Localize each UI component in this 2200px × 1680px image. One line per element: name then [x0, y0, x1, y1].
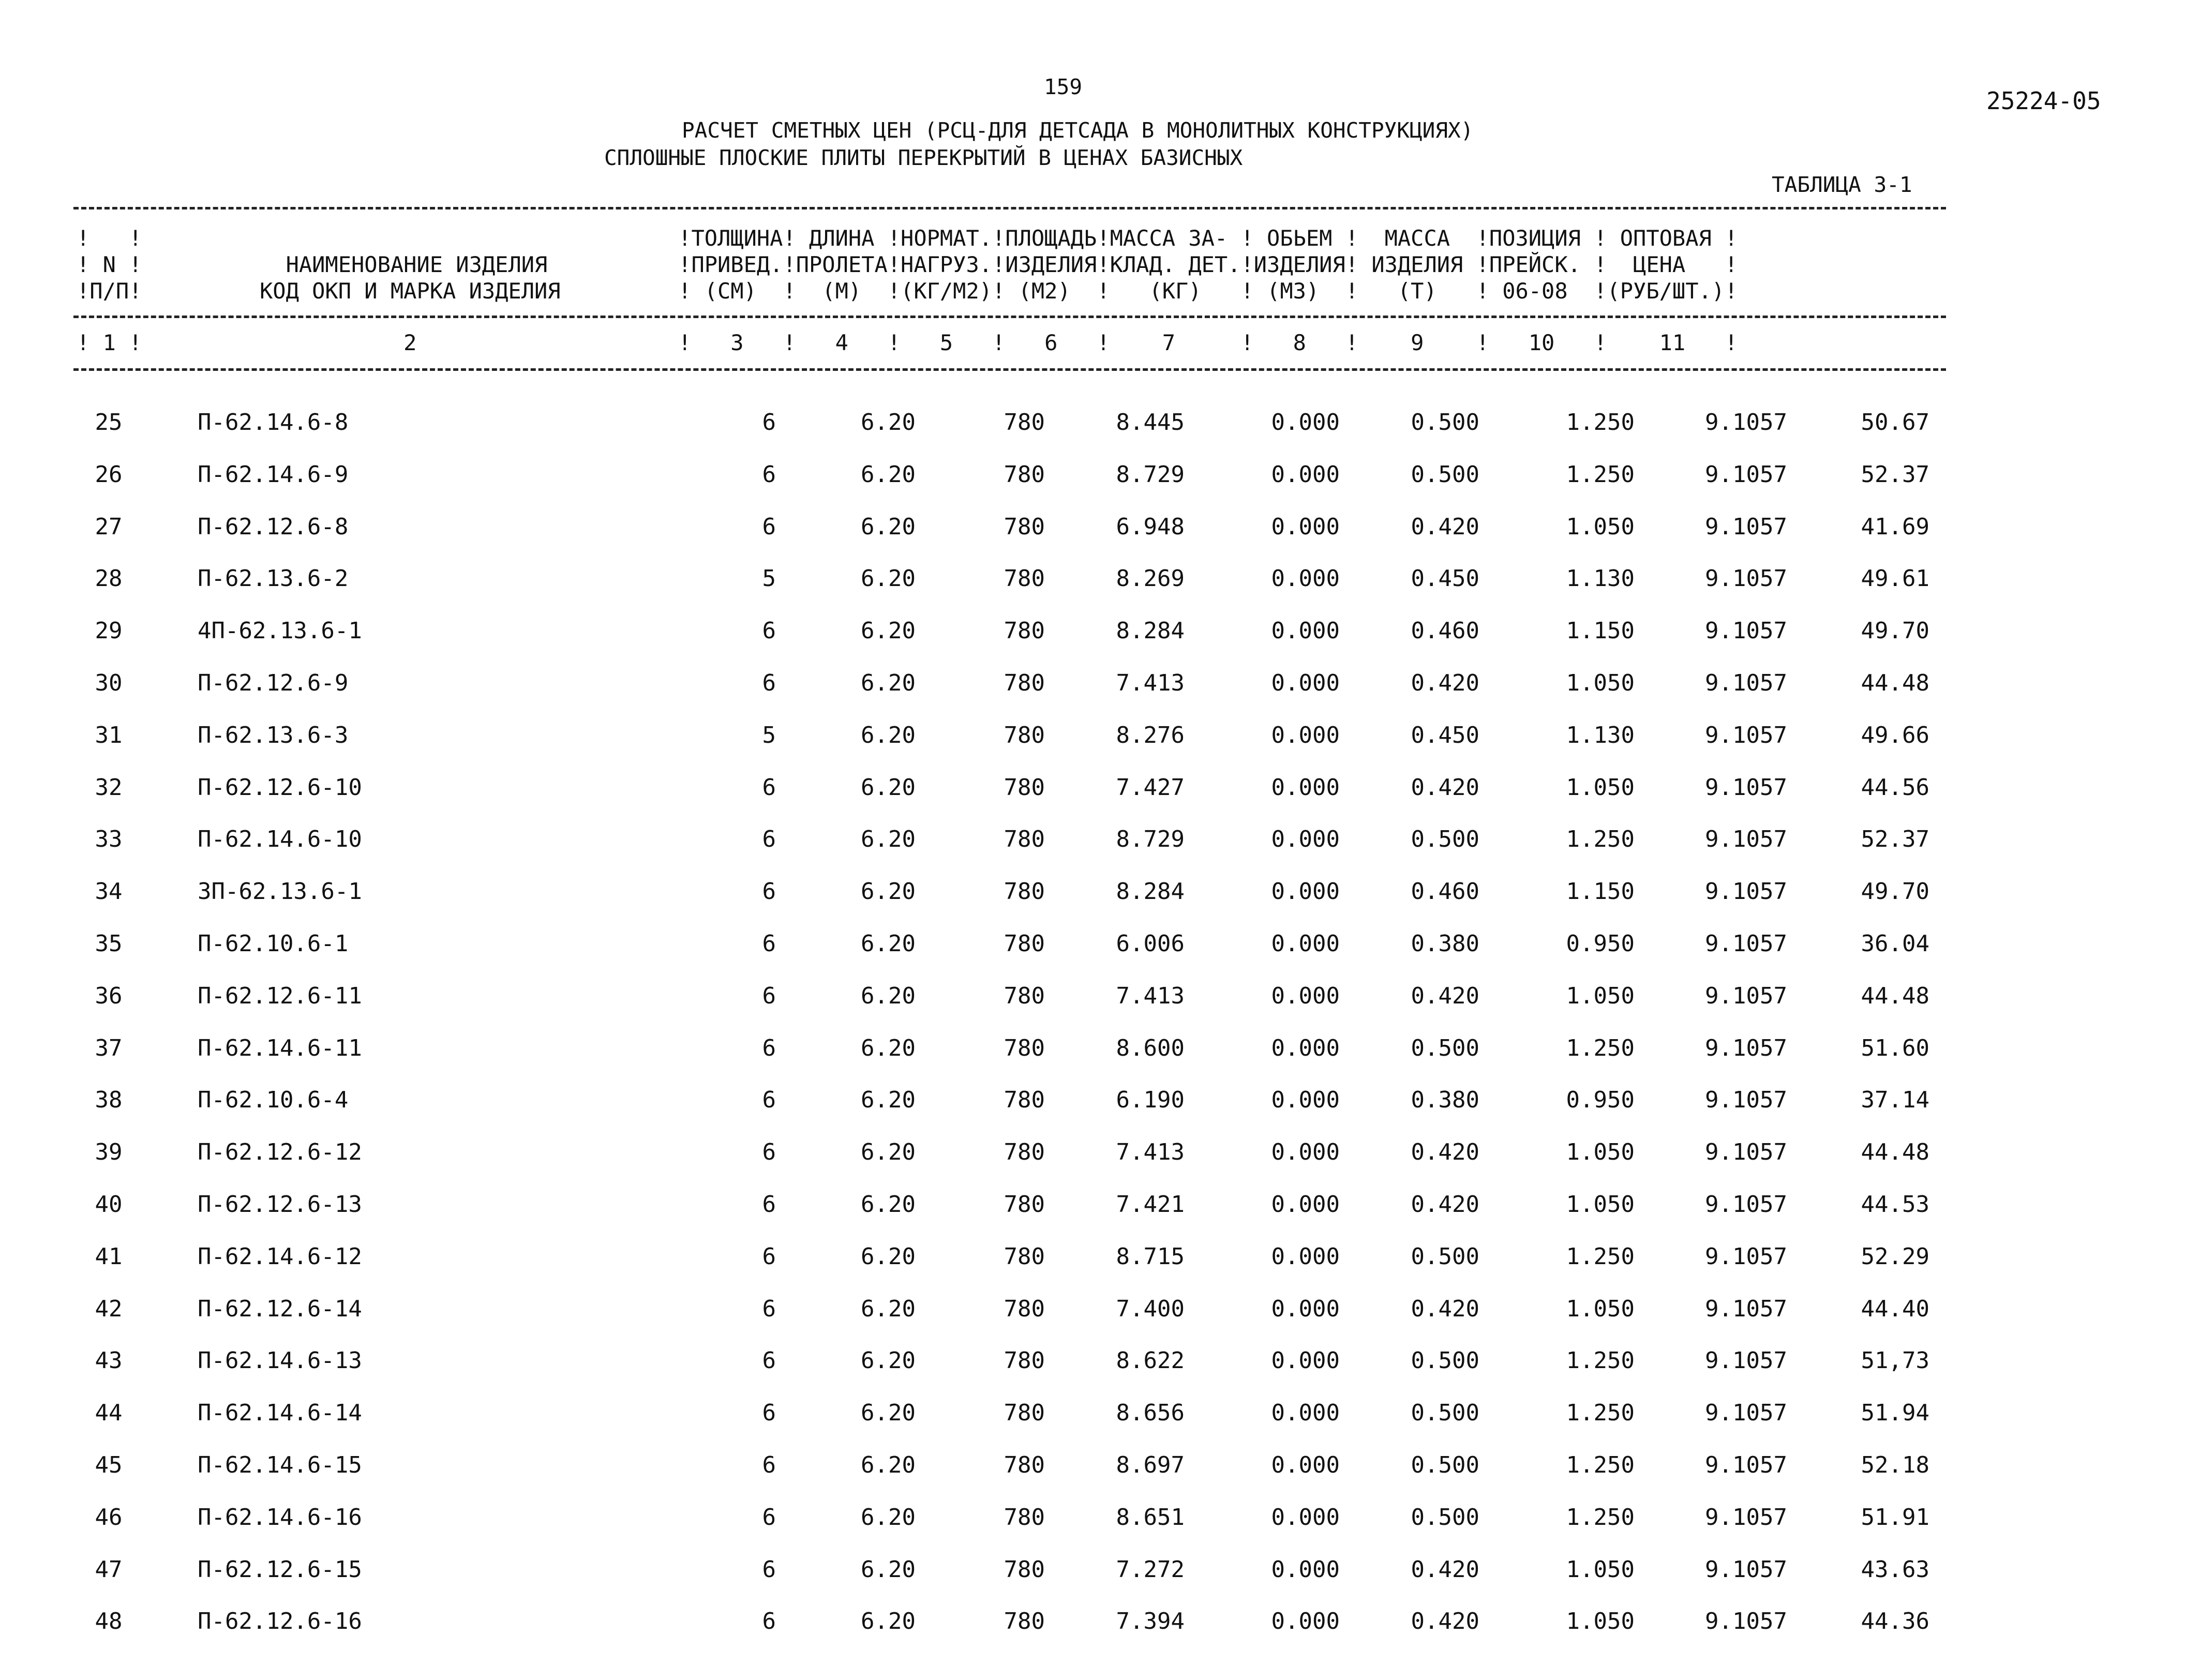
cell-area: 8.276 [1116, 722, 1185, 748]
cell-item-number: 47 [95, 1556, 123, 1583]
cell-thickness: 6 [762, 1087, 776, 1114]
cell-thickness: 6 [762, 1608, 776, 1635]
cell-product-code: П-62.14.6-12 [198, 1243, 362, 1270]
cell-embedded-mass: 0.000 [1271, 774, 1340, 801]
cell-item-number: 48 [95, 1608, 123, 1635]
cell-volume: 0.500 [1411, 826, 1479, 853]
cell-mass: 1.150 [1566, 878, 1635, 905]
cell-embedded-mass: 0.000 [1271, 1452, 1340, 1478]
cell-thickness: 6 [762, 1295, 776, 1322]
cell-mass: 1.250 [1566, 409, 1635, 436]
cell-product-code: П-62.14.6-10 [198, 826, 362, 853]
cell-design-load: 780 [1004, 931, 1045, 957]
cell-span-length: 6.20 [861, 1139, 916, 1166]
column-numbers: ! 1 ! 2 ! 3 ! 4 ! 5 ! 6 ! 7 ! 8 ! 9 ! 10 ! 11 ! [77, 330, 1738, 355]
cell-product-code: П-62.12.6-16 [198, 1608, 362, 1635]
cell-design-load: 780 [1004, 513, 1045, 540]
cell-product-code: П-62.13.6-2 [198, 565, 349, 592]
cell-wholesale-price: 51.60 [1861, 1034, 1929, 1061]
cell-area: 8.600 [1116, 1034, 1185, 1061]
cell-mass: 1.250 [1566, 1243, 1635, 1270]
cell-wholesale-price: 44.56 [1861, 774, 1929, 801]
cell-embedded-mass: 0.000 [1271, 1347, 1340, 1374]
cell-price-position: 9.1057 [1705, 513, 1787, 540]
cell-item-number: 44 [95, 1400, 123, 1427]
cell-area: 7.394 [1116, 1608, 1185, 1635]
cell-mass: 1.050 [1566, 774, 1635, 801]
cell-price-position: 9.1057 [1705, 826, 1787, 853]
cell-volume: 0.420 [1411, 1191, 1479, 1218]
cell-volume: 0.500 [1411, 1400, 1479, 1427]
cell-item-number: 40 [95, 1191, 123, 1218]
cell-product-code: П-62.14.6-11 [198, 1034, 362, 1061]
cell-product-code: П-62.14.6-14 [198, 1400, 362, 1427]
cell-wholesale-price: 49.66 [1861, 722, 1929, 748]
cell-product-code: П-62.12.6-12 [198, 1139, 362, 1166]
cell-design-load: 780 [1004, 878, 1045, 905]
cell-design-load: 780 [1004, 774, 1045, 801]
cell-volume: 0.500 [1411, 1504, 1479, 1531]
cell-price-position: 9.1057 [1705, 1400, 1787, 1427]
cell-thickness: 6 [762, 409, 776, 436]
cell-embedded-mass: 0.000 [1271, 513, 1340, 540]
cell-volume: 0.460 [1411, 878, 1479, 905]
cell-thickness: 6 [762, 1556, 776, 1583]
cell-area: 7.413 [1116, 670, 1185, 696]
cell-area: 6.190 [1116, 1087, 1185, 1114]
cell-item-number: 43 [95, 1347, 123, 1374]
cell-embedded-mass: 0.000 [1271, 1087, 1340, 1114]
cell-embedded-mass: 0.000 [1271, 1295, 1340, 1322]
cell-item-number: 41 [95, 1243, 123, 1270]
cell-mass: 1.130 [1566, 722, 1635, 748]
cell-volume: 0.460 [1411, 618, 1479, 644]
cell-mass: 0.950 [1566, 931, 1635, 957]
cell-thickness: 6 [762, 826, 776, 853]
cell-item-number: 25 [95, 409, 123, 436]
cell-product-code: 4П-62.13.6-1 [198, 618, 362, 644]
cell-span-length: 6.20 [861, 513, 916, 540]
cell-embedded-mass: 0.000 [1271, 1400, 1340, 1427]
cell-mass: 1.050 [1566, 513, 1635, 540]
cell-area: 8.697 [1116, 1452, 1185, 1478]
cell-thickness: 6 [762, 774, 776, 801]
cell-area: 8.284 [1116, 878, 1185, 905]
cell-price-position: 9.1057 [1705, 1504, 1787, 1531]
cell-product-code: П-62.14.6-16 [198, 1504, 362, 1531]
cell-span-length: 6.20 [861, 878, 916, 905]
cell-thickness: 6 [762, 878, 776, 905]
cell-area: 8.269 [1116, 565, 1185, 592]
cell-price-position: 9.1057 [1705, 982, 1787, 1009]
cell-volume: 0.420 [1411, 982, 1479, 1009]
cell-span-length: 6.20 [861, 1504, 916, 1531]
cell-span-length: 6.20 [861, 1087, 916, 1114]
cell-embedded-mass: 0.000 [1271, 409, 1340, 436]
cell-thickness: 6 [762, 670, 776, 696]
cell-wholesale-price: 49.70 [1861, 878, 1929, 905]
cell-area: 8.656 [1116, 1400, 1185, 1427]
cell-area: 8.622 [1116, 1347, 1185, 1374]
cell-item-number: 46 [95, 1504, 123, 1531]
cell-item-number: 38 [95, 1087, 123, 1114]
cell-item-number: 34 [95, 878, 123, 905]
cell-area: 8.284 [1116, 618, 1185, 644]
header-top-rule [73, 207, 1946, 209]
cell-wholesale-price: 43.63 [1861, 1556, 1929, 1583]
cell-span-length: 6.20 [861, 1608, 916, 1635]
cell-price-position: 9.1057 [1705, 1191, 1787, 1218]
cell-span-length: 6.20 [861, 461, 916, 488]
cell-volume: 0.380 [1411, 931, 1479, 957]
cell-item-number: 33 [95, 826, 123, 853]
cell-wholesale-price: 44.36 [1861, 1608, 1929, 1635]
cell-area: 6.006 [1116, 931, 1185, 957]
cell-mass: 1.050 [1566, 1608, 1635, 1635]
cell-volume: 0.420 [1411, 513, 1479, 540]
cell-product-code: П-62.10.6-1 [198, 931, 349, 957]
cell-wholesale-price: 49.61 [1861, 565, 1929, 592]
cell-wholesale-price: 44.48 [1861, 982, 1929, 1009]
cell-span-length: 6.20 [861, 1191, 916, 1218]
cell-product-code: П-62.12.6-11 [198, 982, 362, 1009]
cell-price-position: 9.1057 [1705, 409, 1787, 436]
cell-embedded-mass: 0.000 [1271, 931, 1340, 957]
cell-product-code: П-62.12.6-10 [198, 774, 362, 801]
cell-embedded-mass: 0.000 [1271, 1556, 1340, 1583]
cell-wholesale-price: 44.48 [1861, 670, 1929, 696]
cell-volume: 0.420 [1411, 1556, 1479, 1583]
cell-thickness: 6 [762, 461, 776, 488]
cell-design-load: 780 [1004, 1191, 1045, 1218]
cell-design-load: 780 [1004, 565, 1045, 592]
cell-wholesale-price: 49.70 [1861, 618, 1929, 644]
cell-price-position: 9.1057 [1705, 565, 1787, 592]
cell-thickness: 6 [762, 1191, 776, 1218]
cell-design-load: 780 [1004, 1400, 1045, 1427]
cell-thickness: 6 [762, 1347, 776, 1374]
header-line-2: ! N ! НАИМЕНОВАНИЕ ИЗДЕЛИЯ !ПРИВЕД.!ПРОЛЕТА!НАГРУЗ.!ИЗДЕЛИЯ!КЛАД. ДЕТ.!ИЗДЕЛИЯ! ИЗДЕЛИЯ !ПРЕЙСК. ! ЦЕНА ! [77, 252, 1738, 277]
cell-span-length: 6.20 [861, 565, 916, 592]
cell-embedded-mass: 0.000 [1271, 722, 1340, 748]
cell-wholesale-price: 41.69 [1861, 513, 1929, 540]
cell-product-code: П-62.12.6-9 [198, 670, 349, 696]
cell-volume: 0.450 [1411, 565, 1479, 592]
cell-volume: 0.500 [1411, 1034, 1479, 1061]
cell-span-length: 6.20 [861, 1556, 916, 1583]
cell-embedded-mass: 0.000 [1271, 565, 1340, 592]
cell-item-number: 36 [95, 982, 123, 1009]
cell-thickness: 6 [762, 1034, 776, 1061]
cell-price-position: 9.1057 [1705, 670, 1787, 696]
cell-area: 7.272 [1116, 1556, 1185, 1583]
cell-item-number: 32 [95, 774, 123, 801]
cell-volume: 0.500 [1411, 1347, 1479, 1374]
cell-wholesale-price: 44.48 [1861, 1139, 1929, 1166]
header-middle-rule [73, 316, 1946, 318]
cell-span-length: 6.20 [861, 1400, 916, 1427]
cell-thickness: 6 [762, 513, 776, 540]
cell-price-position: 9.1057 [1705, 1347, 1787, 1374]
cell-mass: 1.250 [1566, 1452, 1635, 1478]
cell-volume: 0.500 [1411, 1243, 1479, 1270]
cell-wholesale-price: 36.04 [1861, 931, 1929, 957]
cell-design-load: 780 [1004, 1243, 1045, 1270]
cell-wholesale-price: 51,73 [1861, 1347, 1929, 1374]
cell-item-number: 30 [95, 670, 123, 696]
cell-span-length: 6.20 [861, 722, 916, 748]
cell-item-number: 45 [95, 1452, 123, 1478]
cell-price-position: 9.1057 [1705, 1608, 1787, 1635]
cell-price-position: 9.1057 [1705, 618, 1787, 644]
cell-mass: 1.250 [1566, 1034, 1635, 1061]
cell-price-position: 9.1057 [1705, 1034, 1787, 1061]
header-line-1: ! ! !ТОЛЩИНА! ДЛИНА !НОРМАТ.!ПЛОЩАДЬ!МАССА ЗА- ! ОБЬЕМ ! МАССА !ПОЗИЦИЯ ! ОПТОВАЯ ! [77, 226, 1738, 251]
cell-volume: 0.420 [1411, 774, 1479, 801]
cell-design-load: 780 [1004, 1139, 1045, 1166]
cell-embedded-mass: 0.000 [1271, 461, 1340, 488]
cell-area: 7.427 [1116, 774, 1185, 801]
cell-price-position: 9.1057 [1705, 1243, 1787, 1270]
cell-design-load: 780 [1004, 1087, 1045, 1114]
cell-price-position: 9.1057 [1705, 1139, 1787, 1166]
cell-price-position: 9.1057 [1705, 931, 1787, 957]
page-number: 159 [1044, 74, 1083, 99]
report-title: РАСЧЕТ СМЕТНЫХ ЦЕН (РСЦ-ДЛЯ ДЕТСАДА В МОНОЛИТНЫХ КОНСТРУКЦИЯХ) [682, 118, 1474, 143]
cell-span-length: 6.20 [861, 1347, 916, 1374]
cell-volume: 0.500 [1411, 461, 1479, 488]
cell-thickness: 6 [762, 1243, 776, 1270]
cell-wholesale-price: 44.53 [1861, 1191, 1929, 1218]
cell-design-load: 780 [1004, 670, 1045, 696]
cell-embedded-mass: 0.000 [1271, 1191, 1340, 1218]
cell-area: 7.400 [1116, 1295, 1185, 1322]
cell-design-load: 780 [1004, 1608, 1045, 1635]
cell-span-length: 6.20 [861, 670, 916, 696]
cell-wholesale-price: 52.18 [1861, 1452, 1929, 1478]
cell-span-length: 6.20 [861, 409, 916, 436]
cell-thickness: 5 [762, 722, 776, 748]
cell-volume: 0.420 [1411, 670, 1479, 696]
cell-area: 7.413 [1116, 1139, 1185, 1166]
cell-area: 8.715 [1116, 1243, 1185, 1270]
cell-embedded-mass: 0.000 [1271, 1608, 1340, 1635]
cell-thickness: 6 [762, 618, 776, 644]
cell-item-number: 29 [95, 618, 123, 644]
cell-span-length: 6.20 [861, 826, 916, 853]
cell-mass: 1.050 [1566, 670, 1635, 696]
header-line-3: !П/П! КОД ОКП И МАРКА ИЗДЕЛИЯ ! (СМ) ! (М) !(КГ/М2)! (М2) ! (КГ) ! (М3) ! (Т) ! 06-08 !(РУБ/ШТ.)! [77, 278, 1738, 304]
cell-design-load: 780 [1004, 1034, 1045, 1061]
cell-product-code: П-62.13.6-3 [198, 722, 349, 748]
cell-thickness: 5 [762, 565, 776, 592]
cell-volume: 0.500 [1411, 409, 1479, 436]
cell-design-load: 780 [1004, 1347, 1045, 1374]
cell-product-code: П-62.14.6-13 [198, 1347, 362, 1374]
cell-span-length: 6.20 [861, 1295, 916, 1322]
cell-wholesale-price: 52.29 [1861, 1243, 1929, 1270]
cell-thickness: 6 [762, 1139, 776, 1166]
cell-area: 7.413 [1116, 982, 1185, 1009]
cell-area: 6.948 [1116, 513, 1185, 540]
cell-thickness: 6 [762, 982, 776, 1009]
cell-span-length: 6.20 [861, 1243, 916, 1270]
cell-area: 8.445 [1116, 409, 1185, 436]
cell-span-length: 6.20 [861, 931, 916, 957]
cell-mass: 1.250 [1566, 1347, 1635, 1374]
cell-span-length: 6.20 [861, 618, 916, 644]
cell-design-load: 780 [1004, 618, 1045, 644]
cell-price-position: 9.1057 [1705, 1556, 1787, 1583]
cell-product-code: П-62.12.6-13 [198, 1191, 362, 1218]
cell-volume: 0.450 [1411, 722, 1479, 748]
cell-area: 8.729 [1116, 826, 1185, 853]
cell-volume: 0.420 [1411, 1139, 1479, 1166]
cell-embedded-mass: 0.000 [1271, 670, 1340, 696]
table-label: ТАБЛИЦА 3-1 [1772, 172, 1912, 197]
cell-item-number: 42 [95, 1295, 123, 1322]
cell-product-code: П-62.14.6-9 [198, 461, 349, 488]
cell-wholesale-price: 44.40 [1861, 1295, 1929, 1322]
cell-item-number: 37 [95, 1034, 123, 1061]
document-code: 25224-05 [1986, 87, 2101, 115]
cell-volume: 0.420 [1411, 1608, 1479, 1635]
cell-mass: 1.250 [1566, 1400, 1635, 1427]
cell-product-code: П-62.12.6-15 [198, 1556, 362, 1583]
cell-embedded-mass: 0.000 [1271, 982, 1340, 1009]
cell-design-load: 780 [1004, 982, 1045, 1009]
cell-wholesale-price: 51.94 [1861, 1400, 1929, 1427]
cell-embedded-mass: 0.000 [1271, 826, 1340, 853]
cell-thickness: 6 [762, 931, 776, 957]
cell-mass: 1.050 [1566, 982, 1635, 1009]
cell-mass: 0.950 [1566, 1087, 1635, 1114]
cell-wholesale-price: 52.37 [1861, 826, 1929, 853]
cell-price-position: 9.1057 [1705, 774, 1787, 801]
cell-item-number: 27 [95, 513, 123, 540]
cell-wholesale-price: 37.14 [1861, 1087, 1929, 1114]
cell-embedded-mass: 0.000 [1271, 878, 1340, 905]
cell-price-position: 9.1057 [1705, 1452, 1787, 1478]
cell-mass: 1.250 [1566, 826, 1635, 853]
cell-item-number: 39 [95, 1139, 123, 1166]
cell-price-position: 9.1057 [1705, 461, 1787, 488]
cell-product-code: П-62.12.6-14 [198, 1295, 362, 1322]
cell-product-code: 3П-62.13.6-1 [198, 878, 362, 905]
cell-span-length: 6.20 [861, 1034, 916, 1061]
report-subtitle: СПЛОШНЫЕ ПЛОСКИЕ ПЛИТЫ ПЕРЕКРЫТИЙ В ЦЕНАХ БАЗИСНЫХ [604, 145, 1243, 170]
cell-area: 8.729 [1116, 461, 1185, 488]
cell-price-position: 9.1057 [1705, 1087, 1787, 1114]
cell-product-code: П-62.14.6-8 [198, 409, 349, 436]
cell-design-load: 780 [1004, 1295, 1045, 1322]
cell-design-load: 780 [1004, 826, 1045, 853]
cell-embedded-mass: 0.000 [1271, 1504, 1340, 1531]
cell-mass: 1.050 [1566, 1191, 1635, 1218]
cell-design-load: 780 [1004, 722, 1045, 748]
header-bottom-rule [73, 368, 1946, 371]
cell-mass: 1.150 [1566, 618, 1635, 644]
cell-item-number: 28 [95, 565, 123, 592]
cell-embedded-mass: 0.000 [1271, 1139, 1340, 1166]
cell-wholesale-price: 51.91 [1861, 1504, 1929, 1531]
cell-span-length: 6.20 [861, 982, 916, 1009]
cell-embedded-mass: 0.000 [1271, 1243, 1340, 1270]
cell-embedded-mass: 0.000 [1271, 618, 1340, 644]
cell-thickness: 6 [762, 1400, 776, 1427]
cell-item-number: 26 [95, 461, 123, 488]
cell-span-length: 6.20 [861, 774, 916, 801]
cell-design-load: 780 [1004, 1452, 1045, 1478]
cell-item-number: 35 [95, 931, 123, 957]
cell-volume: 0.500 [1411, 1452, 1479, 1478]
cell-mass: 1.050 [1566, 1295, 1635, 1322]
cell-product-code: П-62.12.6-8 [198, 513, 349, 540]
cell-wholesale-price: 52.37 [1861, 461, 1929, 488]
cell-mass: 1.130 [1566, 565, 1635, 592]
cell-price-position: 9.1057 [1705, 1295, 1787, 1322]
cell-mass: 1.250 [1566, 461, 1635, 488]
cell-span-length: 6.20 [861, 1452, 916, 1478]
cell-price-position: 9.1057 [1705, 722, 1787, 748]
cell-product-code: П-62.10.6-4 [198, 1087, 349, 1114]
cell-design-load: 780 [1004, 1504, 1045, 1531]
cell-volume: 0.420 [1411, 1295, 1479, 1322]
cell-design-load: 780 [1004, 461, 1045, 488]
cell-embedded-mass: 0.000 [1271, 1034, 1340, 1061]
cell-thickness: 6 [762, 1504, 776, 1531]
cell-area: 7.421 [1116, 1191, 1185, 1218]
cell-mass: 1.050 [1566, 1556, 1635, 1583]
cell-thickness: 6 [762, 1452, 776, 1478]
cell-mass: 1.050 [1566, 1139, 1635, 1166]
cell-area: 8.651 [1116, 1504, 1185, 1531]
cell-design-load: 780 [1004, 409, 1045, 436]
cell-item-number: 31 [95, 722, 123, 748]
cell-price-position: 9.1057 [1705, 878, 1787, 905]
cell-volume: 0.380 [1411, 1087, 1479, 1114]
cell-design-load: 780 [1004, 1556, 1045, 1583]
cell-product-code: П-62.14.6-15 [198, 1452, 362, 1478]
cell-wholesale-price: 50.67 [1861, 409, 1929, 436]
cell-mass: 1.250 [1566, 1504, 1635, 1531]
